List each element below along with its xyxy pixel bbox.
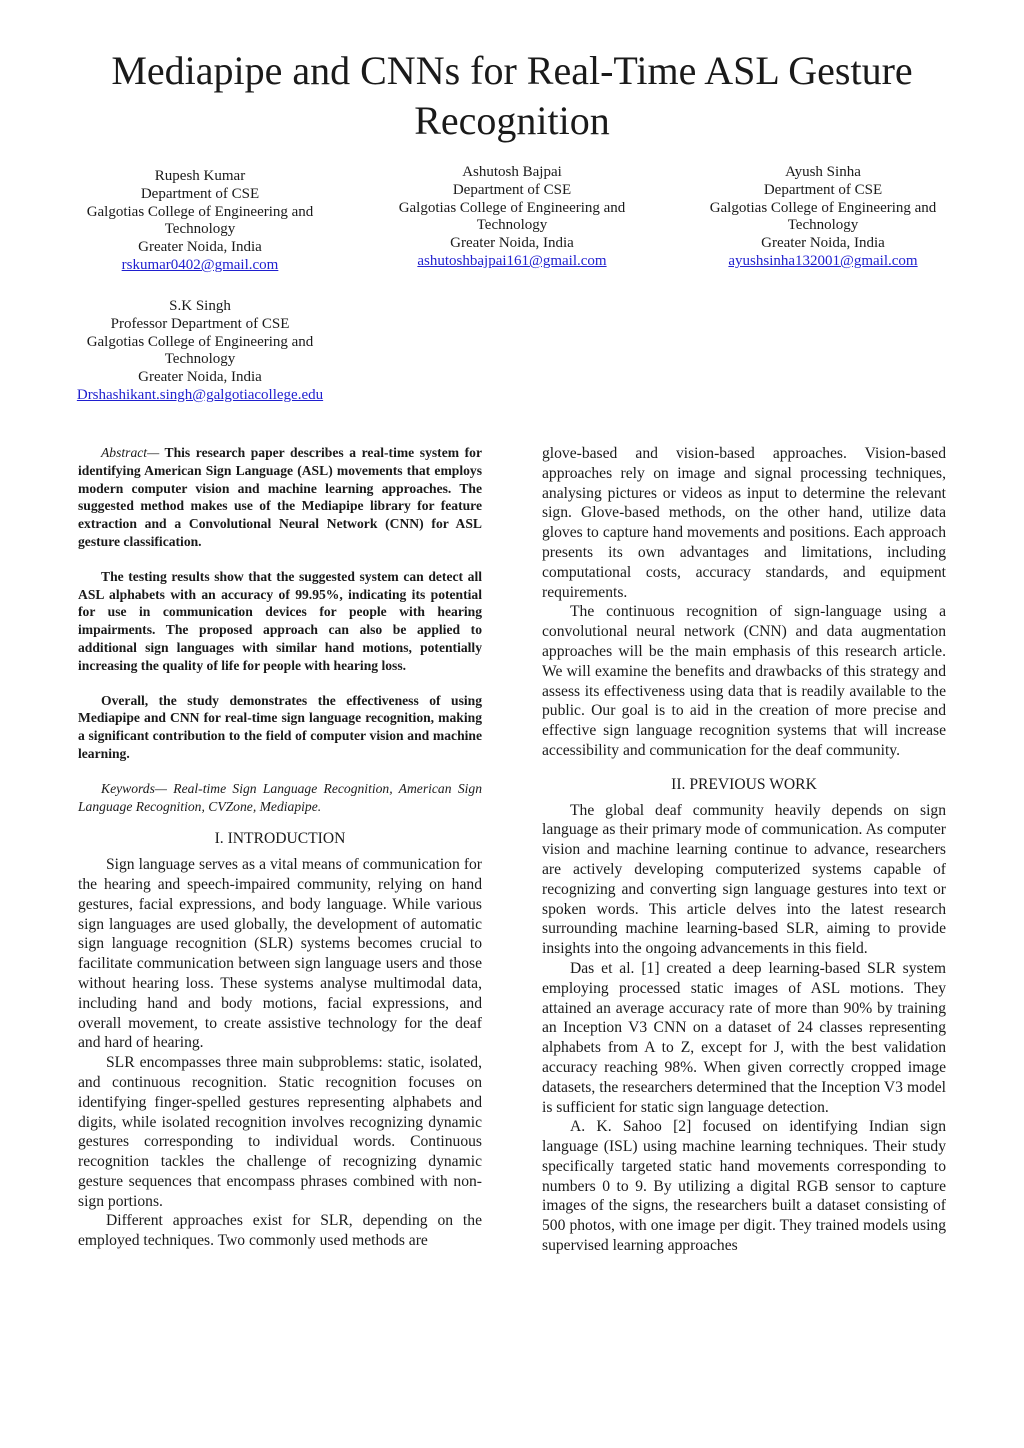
body-paragraph: The global deaf community heavily depends on sign language as their primary mode of communication. As computer vision and machine learning continue to advance, researchers are actively developing computerized systems capable of recognizing and converting sign language gestures into text or spoken words. This article delves into the latest research surrounding machine learning-based SLR, aiming to provide insights into the ongoing advancements in this field. [542,801,946,958]
abstract-paragraph [78,444,482,551]
left-column [78,444,482,1251]
author-email-link[interactable]: Drshashikant.singh@galgotiacollege.edu [76,386,324,403]
abstract-text: This research paper describes a real-time system for identifying American Sign Language (ASL) movements that employs modern computer vision and machine learning approaches. The suggested method makes use of the Mediapipe library for feature extraction and a Convolutional Neural Network (CNN) for ASL gesture classification. [78,445,483,549]
right-column [542,444,946,1256]
author-name: Rupesh Kumar [154,168,246,184]
author-email-link[interactable]: ashutoshbajpai161@gmail.com [417,252,607,269]
author-name: Ashutosh Bajpai [462,164,562,180]
abstract-label: Abstract— [101,445,160,460]
abstract [78,444,482,763]
author-location: Greater Noida, India [138,369,262,386]
author-dept: Professor Department of CSE [110,315,290,332]
author-location: Greater Noida, India [450,235,574,252]
author-block-1 [70,168,330,275]
body-paragraph: Das et al. [1] created a deep learning-based SLR system employing processed static images of ASL motions. They attained an average accuracy rate of more than 90% by training an Inception V3 CNN on a dataset of 24 classes representing alphabets from A to Z, except for J, with the best validation accuracy reaching 98%. When given correctly cropped image datasets, the researchers determined that the Inception V3 model is sufficient for static sign language detection. [542,959,946,1116]
author-location: Greater Noida, India [761,235,885,252]
author-institution: Galgotias College of Engineering and Technology [86,203,314,238]
body-paragraph: Different approaches exist for SLR, depending on the employed techniques. Two commonly used methods are [78,1212,482,1250]
keywords-text: Real-time Sign Language Recognition, American Sign Language Recognition, CVZone, Mediapipe. [78,780,482,814]
author-email-link[interactable]: ayushsinha132001@gmail.com [728,252,918,269]
author-email-link[interactable]: rskumar0402@gmail.com [121,256,279,273]
author-block-4 [70,298,330,405]
author-name: Ayush Sinha [785,164,861,180]
author-dept: Department of CSE [452,181,572,198]
abstract-paragraph: The testing results show that the suggested system can detect all ASL alphabets with an accuracy of 99.95%, indicating its potential for use in communication devices for people with hearing impairments. The proposed approach can also be applied to additional sign languages with similar hand motions, potentially increasing the quality of life for people with hearing loss. [78,568,482,673]
author-name: S.K Singh [169,298,231,314]
author-location: Greater Noida, India [138,239,262,256]
author-block-2 [382,164,642,271]
author-dept: Department of CSE [140,185,260,202]
author-institution: Galgotias College of Engineering and Technology [86,333,314,368]
abstract-paragraph: Overall, the study demonstrates the effectiveness of using Mediapipe and CNN for real-time sign language recognition, making a significant contribution to the field of computer vision and machine learning. [78,692,482,761]
keywords-label: Keywords— [101,780,167,796]
author-dept: Department of CSE [763,181,883,198]
body-paragraph: A. K. Sahoo [2] focused on identifying Indian sign language (ISL) using machine learning techniques. Their study specifically targeted static hand movements corresponding to numbers 0 to 9. By utilizing a digital RGB sensor to capture images of the signs, the researchers built a dataset consisting of 500 photos, with one image per digit. They trained models using supervised learning approaches [542,1118,946,1255]
body-paragraph: glove-based and vision-based approaches. Vision-based approaches rely on image and signal processing techniques, analysing pictures or videos as input to determine the relevant sign. Glove-based methods, on the other hand, utilize data gloves to capture hand movements and positions. Each approach presents its own advantages and limitations, including computational costs, accuracy standards, and equipment requirements. [542,445,946,601]
author-institution: Galgotias College of Engineering and Technology [709,199,937,234]
author-block-3 [693,164,953,271]
paper-title: Mediapipe and CNNs for Real-Time ASL Gesture Recognition [111,48,913,143]
section-heading: II. PREVIOUS WORK [671,775,817,793]
body-paragraph: Sign language serves as a vital means of communication for the hearing and speech-impaired community, relying on hand gestures, facial expressions, and body language. While various sign languages are used globally, the development of automatic sign language recognition (SLR) systems becomes crucial to facilitate communication between sign language users and those without hearing loss. These systems analyse multimodal data, including hand and body motions, facial expressions, and overall movement, to create assistive technology for the deaf and hard of hearing. [78,856,482,1052]
body-paragraph: The continuous recognition of sign-language using a convolutional neural network (CNN) and data augmentation approaches will be the main emphasis of this research article. We will examine the benefits and drawbacks of this strategy and assess its effectiveness using data that is readily available to the public. Our goal is to aid in the creation of more precise and effective sign language recognition systems that will increase accessibility and communication for the deaf community. [542,603,946,759]
author-institution: Galgotias College of Engineering and Technology [398,199,626,234]
keywords [78,780,482,816]
section-heading: I. INTRODUCTION [214,830,346,848]
body-paragraph: SLR encompasses three main subproblems: static, isolated, and continuous recognition. Static recognition focuses on identifying finger-spelled gestures representing alphabets and digits, while isolated recognition involves recognizing dynamic gestures corresponding to individual words. Continuous recognition tackles the challenge of recognizing dynamic gesture sequences that encompass phrases combined with non-sign portions. [78,1054,482,1210]
